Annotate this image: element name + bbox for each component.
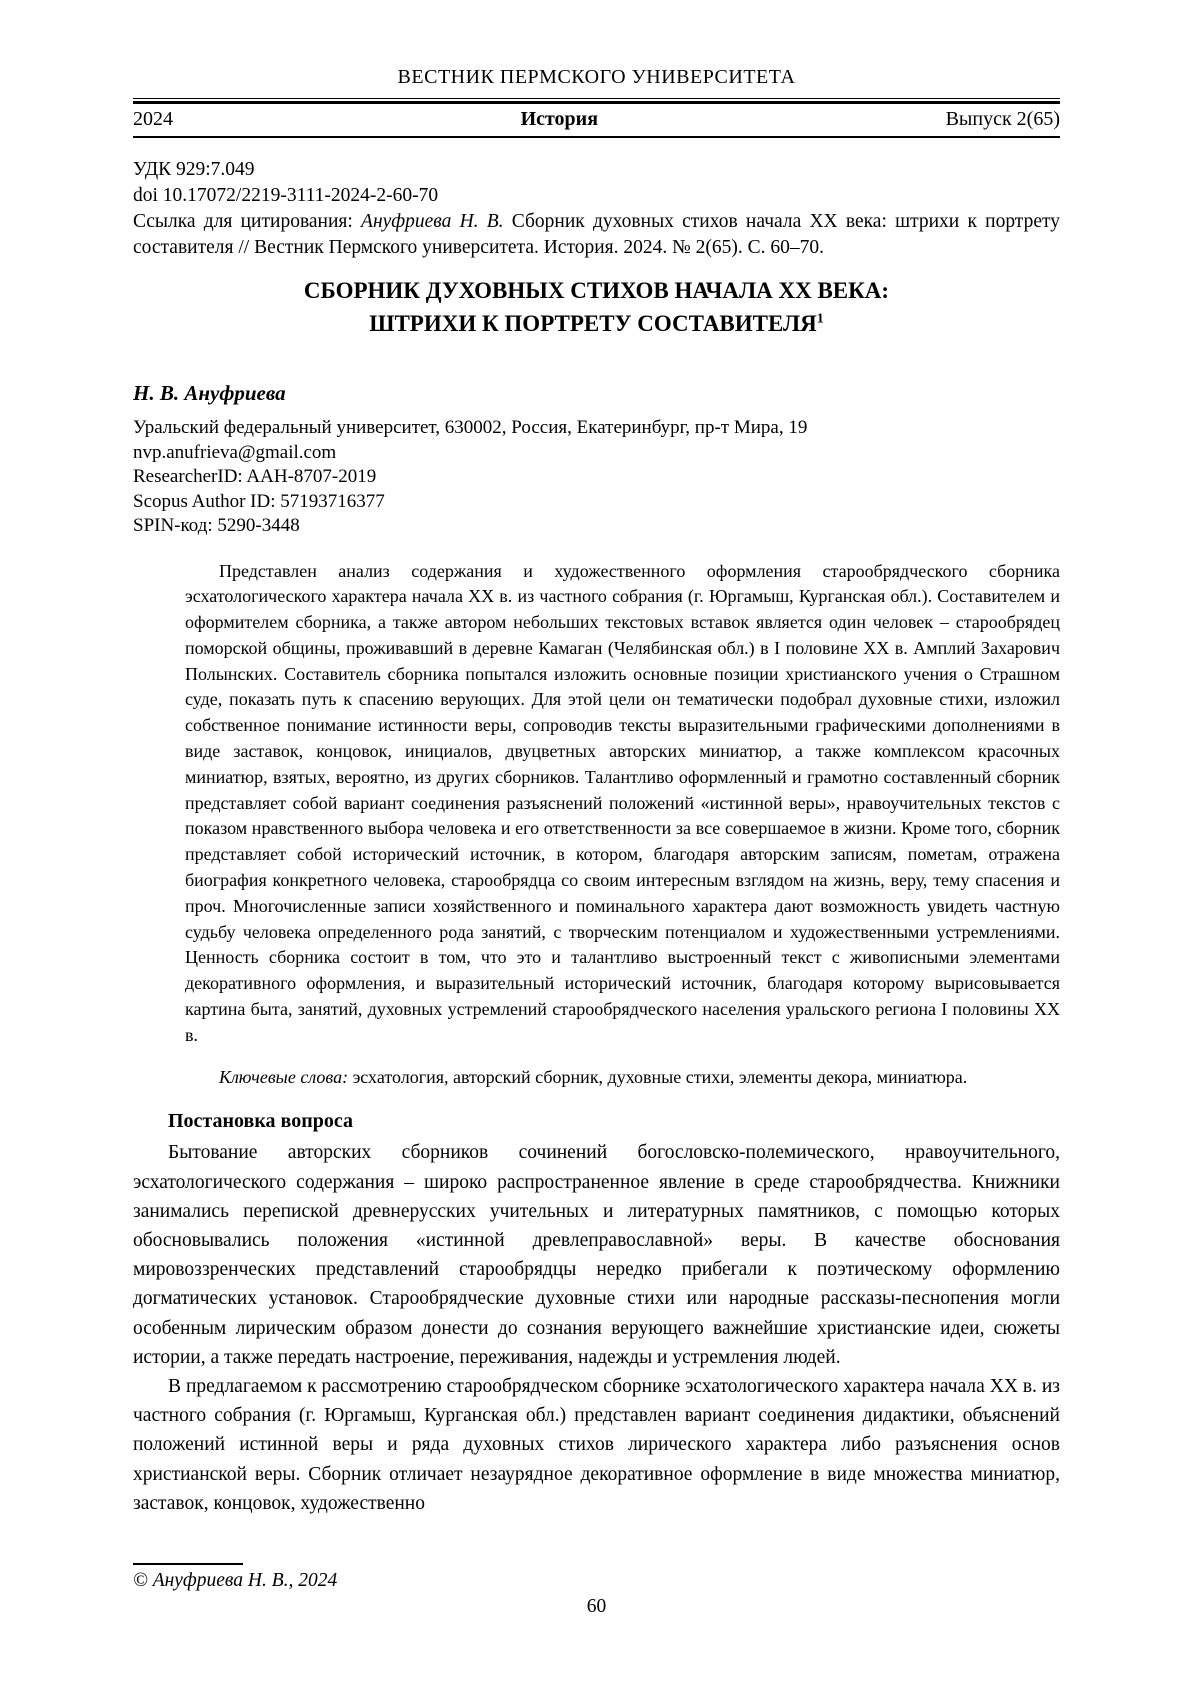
citation-rest: Сборник духовных стихов начала XX века: штрихи к портрету составителя // Вестник Пермского университета. История. 2024. № 2(65). С. 60–70. xyxy=(133,211,1060,258)
author-block xyxy=(133,380,1060,539)
copyright-line: © Ануфриева Н. В., 2024 xyxy=(133,1570,338,1591)
doi-line: doi 10.17072/2219-3111-2024-2-60-70 xyxy=(133,185,439,206)
researcherid-line: ResearcherID: AAH-8707-2019 xyxy=(133,466,377,487)
body-paragraph-1: Бытование авторских сборников сочинений богословско-полемического, нравоучительного, эсхатологического содержания – широко распространенное явление в среде старообрядчества. Книжники занимались перепиской древнерусских учительных и литературных памятников, с помощью которых обосновывались положения «истинной древлеправославной» веры. В качестве обоснования мировоззренческих представлений старообрядцы нередко прибегали к поэтическому оформлению догматических установок. Старообрядческие духовные стихи или народные рассказы-песнопения могли особенным лирическим образом донести до сознания верующего важнейшие христианские идеи, сюжеты истории, а также передать настроение, переживания, надежды и устремления людей. xyxy=(133,1142,1060,1368)
header-double-rule xyxy=(133,98,1060,104)
citation-prefix: Ссылка для цитирования: xyxy=(133,211,362,232)
header-year: 2024 xyxy=(133,108,173,130)
page-number: 60 xyxy=(586,1596,607,1617)
header-issue: Выпуск 2(65) xyxy=(945,108,1060,130)
scopus-line: Scopus Author ID: 57193716377 xyxy=(133,490,385,512)
article-title-line2 xyxy=(133,307,1060,340)
article-title-line1: СБОРНИК ДУХОВНЫХ СТИХОВ НАЧАЛА XX ВЕКА: xyxy=(303,278,890,303)
email-line: nvp.anufrieva@gmail.com xyxy=(133,441,337,463)
abstract xyxy=(185,559,1060,1049)
author-details xyxy=(133,416,1060,539)
spin-line: SPIN-код: 5290-3448 xyxy=(133,515,300,536)
footnote-rule xyxy=(133,1563,243,1565)
title-footnote-mark: 1 xyxy=(816,311,824,327)
article-meta xyxy=(133,157,1060,261)
keywords-label: Ключевые слова: xyxy=(219,1066,349,1087)
header-info-row xyxy=(133,106,1060,133)
keywords-text: эсхатология, авторский сборник, духовные стихи, элементы декора, миниатюра. xyxy=(348,1066,968,1087)
footer xyxy=(133,1563,1060,1618)
header-rule-thick xyxy=(133,101,1060,104)
keywords xyxy=(185,1065,1060,1091)
article-title xyxy=(133,274,1060,340)
abstract-paragraph: Представлен анализ содержания и художественного оформления старообрядческого сборника эсхатологического характера начала XX в. из частного собрания (г. Юргамыш, Курганская обл.). Составителем и оформителем сборника, а также автором небольших текстовых вставок является один человек – старообрядец поморской общины, проживавший в деревне Камаган (Челябинская обл.) в I половине XX в. Амплий Захарович Полынских. Составитель сборника попытался изложить основные позиции христианского учения о Страшном суде, показать путь к спасению верующих. Для этой цели он тематически подобрал духовные стихи, изложил собственное понимание истинности веры, сопроводив тексты выразительными графическими дополнениями в виде заставок, концовок, инициалов, двуцветных авторских миниатюр, а также комплексом красочных миниатюр, взятых, вероятно, из других сборников. Талантливо оформленный и грамотно составленный сборник представляет собой вариант соединения разъяснений положений «истинной веры», нравоучительных текстов с показом нравственного выбора человека и его ответственности за все совершаемое в жизни. Кроме того, сборник представляет собой исторический источник, в котором, благодаря авторским записям, пометам, отражена биография конкретного человека, старообрядца со своим интересным взглядом на жизнь, веру, тему спасения и проч. Многочисленные записи хозяйственного и поминального характера дают возможность увидеть частную судьбу человека определенного рода занятий, с творческим потенциалом и художественными устремлениями. Ценность сборника состоит в том, что это и талантливо выстроенный текст с живописными элементами декоративного оформления, и выразительный исторический источник, благодаря которому вырисовывается картина быта, занятий, духовных устремлений старообрядческого населения уральского региона I половины XX в. xyxy=(185,560,1060,1045)
header-section: История xyxy=(520,108,599,130)
body-paragraph-2: В предлагаемом к рассмотрению старообрядческом сборнике эсхатологического характера начала XX в. из частного собрания (г. Юргамыш, Курганская обл.) представлен вариант соединения дидактики, объяснений положений истинной веры и ряда духовных стихов лирического характера либо разъяснения основ христианской веры. Сборник отличает незаурядное декоративное оформление в виде множества миниатюр, заставок, концовок, художественно xyxy=(133,1376,1060,1514)
affiliation-line: Уральский федеральный университет, 630002, Россия, Екатеринбург, пр-т Мира, 19 xyxy=(133,417,808,438)
udc-line: УДК 929:7.049 xyxy=(133,159,255,180)
citation-author: Ануфриева Н. В. xyxy=(361,211,504,232)
header-bottom-rule xyxy=(133,136,1060,138)
body-text xyxy=(133,1138,1060,1518)
journal-title: ВЕСТНИК ПЕРМСКОГО УНИВЕРСИТЕТА xyxy=(397,66,796,88)
article-title-line2-text: ШТРИХИ К ПОРТРЕТУ СОСТАВИТЕЛЯ xyxy=(369,311,817,336)
section-heading: Постановка вопроса xyxy=(168,1110,353,1133)
author-name: Н. В. Ануфриева xyxy=(133,381,286,405)
citation-line xyxy=(133,209,1060,261)
header-rule-thin xyxy=(133,98,1060,99)
